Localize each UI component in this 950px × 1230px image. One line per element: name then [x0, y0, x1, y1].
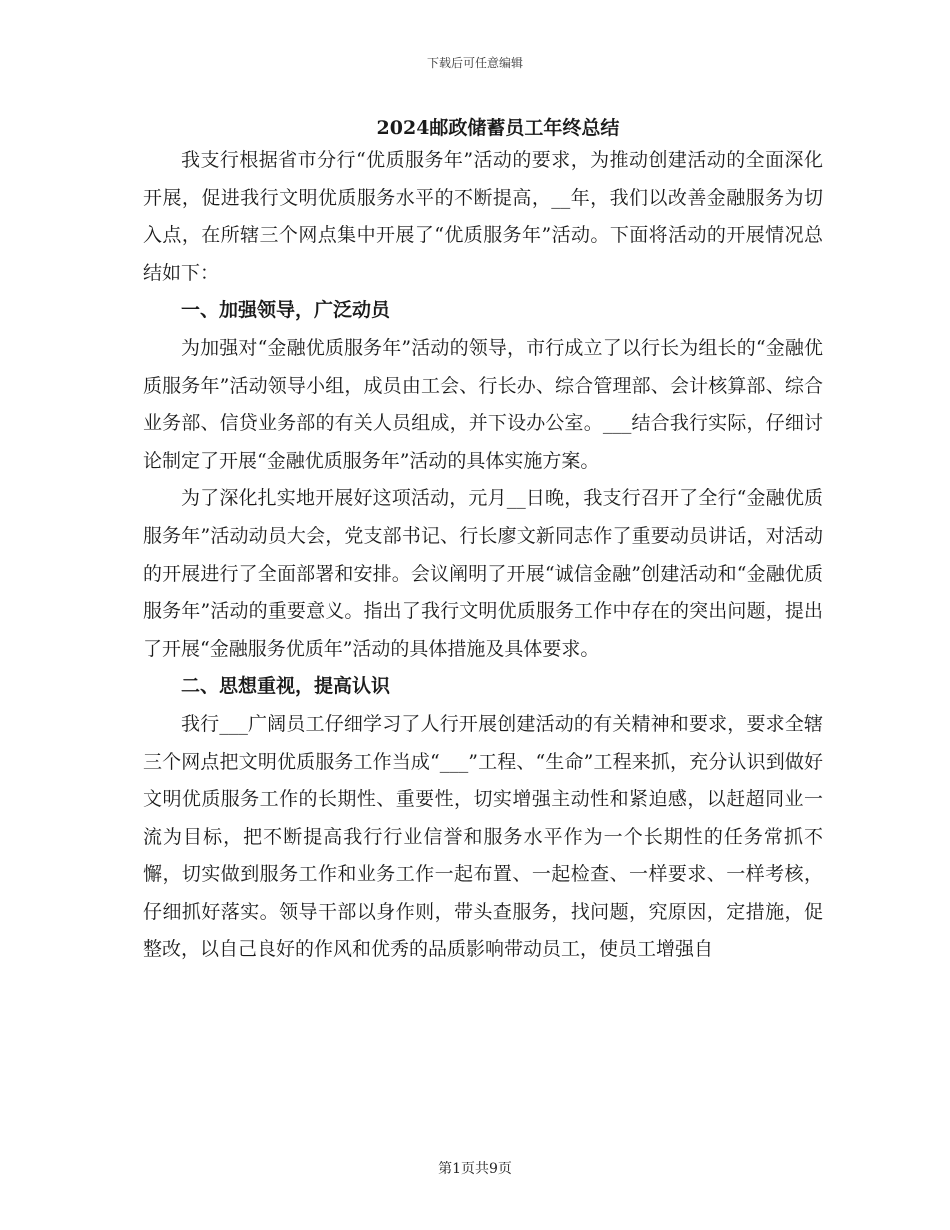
paragraph: 我行___广阔员工仔细学习了人行开展创建活动的有关精神和要求，要求全辖三个网点把文明优质服务工作当成“___”工程、“生命”工程来抓，充分认识到做好文明优质服务工作的长期性、重要性，切实增强主动性和紧迫感，以赶超同业一流为目标，把不断提高我行行业信誉和服务水平作为一个长期性的任务常抓不懈，切实做到服务工作和业务工作一起布置、一起检查、一样要求、一样考核，仔细抓好落实。领导干部以身作则，带头查服务，找问题，究原因，定措施，促整改，以自己良好的作风和优秀的品质影响带动员工，使员工增强自	[143, 712, 823, 961]
section-heading: 二、思想重视，提高认识	[181, 675, 391, 698]
page-number: 第1页共9页	[438, 1161, 512, 1177]
page-header-note: 下载后可任意编辑	[426, 56, 523, 70]
document-title: 2024邮政储蓄员工年终总结	[376, 117, 620, 139]
document-body	[143, 114, 823, 969]
paragraph: 我支行根据省市分行“优质服务年”活动的要求，为推动创建活动的全面深化开展，促进我行文明优质服务水平的不断提高，__年，我们以改善金融服务为切入点，在所辖三个网点集中开展了“优质服务年”活动。下面将活动的开展情况总结如下：	[143, 149, 823, 284]
paragraph: 为加强对“金融优质服务年”活动的领导，市行成立了以行长为组长的“金融优质服务年”活动领导小组，成员由工会、行长办、综合管理部、会计核算部、综合业务部、信贷业务部的有关人员组成，并下设办公室。___结合我行实际，仔细讨论制定了开展“金融优质服务年”活动的具体实施方案。	[143, 336, 823, 472]
paragraph: 为了深化扎实地开展好这项活动，元月__日晚，我支行召开了全行“金融优质服务年”活动动员大会，党支部书记、行长廖文新同志作了重要动员讲话，对活动的开展进行了全面部署和安排。会议阐明了开展“诚信金融”创建活动和“金融优质服务年”活动的重要意义。指出了我行文明优质服务工作中存在的突出问题，提出了开展“金融服务优质年”活动的具体措施及具体要求。	[143, 487, 823, 660]
section-heading: 一、加强领导，广泛动员	[181, 299, 391, 322]
document-blocks	[143, 142, 823, 969]
